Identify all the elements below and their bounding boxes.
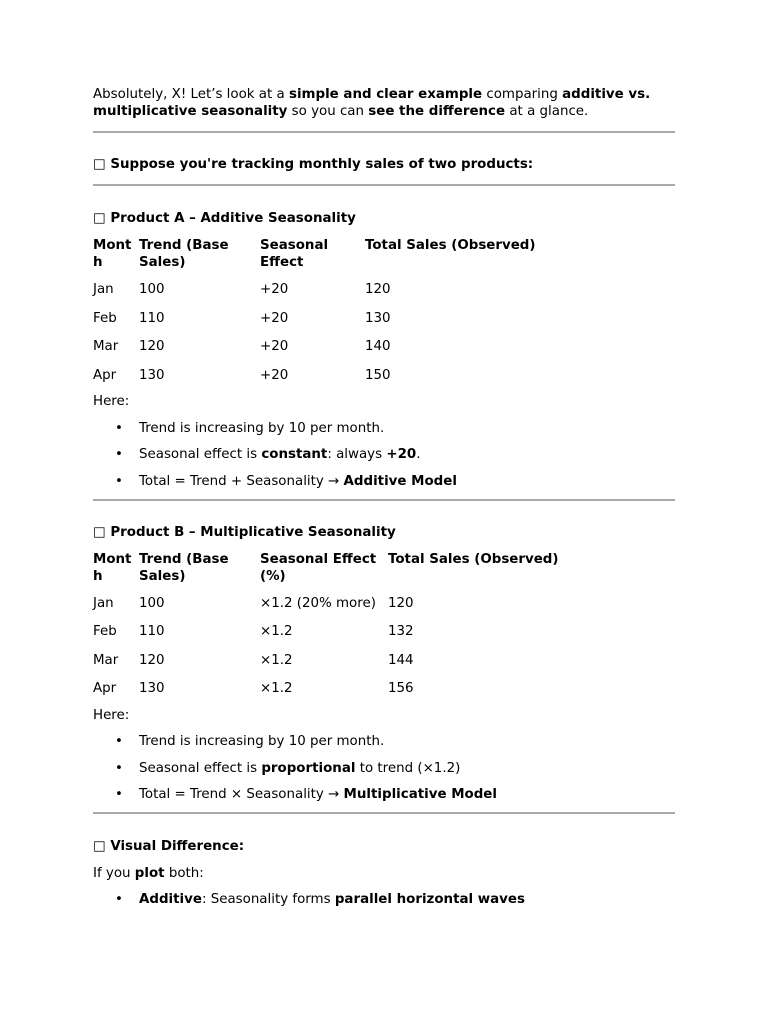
plot-bold: plot [134, 865, 165, 881]
product-a-table [93, 237, 536, 395]
note-bold: proportional [261, 760, 356, 776]
cell-seasonal-effect: +20 [260, 282, 289, 297]
table-row [93, 281, 536, 310]
plot-paragraph [93, 865, 675, 882]
suppose-heading-text: Suppose you're tracking monthly sales of two products: [110, 157, 534, 172]
note-bold: Additive Model [343, 473, 457, 489]
bullet-icon: • [115, 734, 123, 749]
cell-seasonal-effect: ×1.2 [260, 624, 293, 639]
cell-trend: 120 [139, 652, 165, 668]
table-row [93, 680, 559, 709]
column-header-total-sales: Total Sales (Observed) [365, 238, 536, 253]
cell-trend: 110 [139, 624, 165, 639]
note-text: Total = Trend × Seasonality → [139, 787, 344, 802]
divider [93, 184, 675, 186]
intro-bold-1: simple and clear example [288, 87, 483, 102]
intro-paragraph [93, 86, 675, 120]
table-row [93, 652, 559, 681]
cell-month: Jan [93, 595, 114, 611]
cell-total-sales: 132 [388, 624, 414, 639]
cell-month: Feb [93, 310, 117, 326]
bullet-icon: • [115, 473, 123, 489]
column-header-trend: Trend (Base Sales) [139, 238, 229, 270]
product-icon: □ [93, 211, 106, 226]
cell-trend: 120 [139, 339, 165, 354]
cell-total-sales: 156 [388, 681, 414, 696]
product-b-notes [93, 733, 675, 803]
column-header-month [93, 237, 139, 281]
suppose-heading [93, 156, 675, 173]
column-header-seasonal-effect: Seasonal Effect [260, 238, 329, 270]
table-row [93, 310, 536, 339]
cell-total-sales: 120 [365, 282, 391, 297]
plot-text: both: [164, 865, 204, 881]
list-item [93, 733, 675, 750]
bullet-icon: • [115, 787, 123, 802]
cell-month: Mar [93, 652, 119, 668]
note-text: Seasonal effect is [139, 447, 262, 462]
product-b-heading [93, 524, 675, 541]
bullet-icon: • [115, 892, 123, 907]
column-header-seasonal-effect: Seasonal Effect (%) [260, 551, 377, 584]
column-header-month-label: Month [93, 551, 132, 584]
note-text: Total = Trend + Seasonality → [139, 473, 344, 489]
intro-text-2: comparing [482, 87, 563, 102]
product-b-table [93, 551, 559, 709]
note-bold: +20 [386, 447, 417, 462]
intro-bold-2: additive vs. multiplicative seasonality [93, 87, 651, 119]
cell-trend: 110 [139, 310, 165, 326]
note-bold: parallel horizontal waves [334, 892, 525, 907]
column-header-total-sales: Total Sales (Observed) [388, 551, 559, 567]
cell-total-sales: 144 [388, 652, 414, 668]
intro-text-1: Absolutely, X! Let’s look at a [93, 87, 289, 102]
document-page [93, 86, 675, 908]
note-text: : always [327, 447, 387, 462]
list-item [93, 786, 675, 803]
column-header-month [93, 551, 139, 595]
table-header-row [93, 551, 559, 595]
product-b-heading-text: Product B – Multiplicative Seasonality [110, 524, 396, 540]
bullet-icon: • [115, 420, 123, 436]
note-text: Seasonal effect is [139, 760, 262, 776]
table-row [93, 367, 536, 396]
here-label: Here: [93, 394, 130, 409]
product-icon: □ [93, 524, 106, 540]
list-item [93, 446, 675, 463]
intro-text-4: at a glance. [505, 104, 589, 119]
cell-seasonal-effect: ×1.2 [260, 681, 293, 696]
table-header-row [93, 237, 536, 281]
table-row [93, 595, 559, 624]
note-text: : Seasonality forms [201, 892, 335, 907]
list-item [93, 473, 675, 490]
product-a-notes [93, 420, 675, 490]
note-bold: Additive [139, 892, 202, 907]
cell-seasonal-effect: +20 [260, 339, 289, 354]
visual-icon: □ [93, 839, 106, 854]
cell-month: Apr [93, 681, 117, 696]
cell-total-sales: 140 [365, 339, 391, 354]
visual-heading [93, 838, 675, 855]
intro-text-3: so you can [287, 104, 369, 119]
table-row [93, 623, 559, 652]
cell-seasonal-effect: ×1.2 (20% more) [260, 595, 376, 611]
cell-trend: 130 [139, 681, 165, 696]
chart-icon: □ [93, 157, 106, 172]
product-a-heading [93, 210, 675, 227]
plot-text: If you [93, 865, 135, 881]
cell-month: Feb [93, 624, 117, 639]
product-a-heading-text: Product A – Additive Seasonality [110, 211, 356, 226]
note-bold: Multiplicative Model [343, 787, 497, 802]
divider [93, 131, 675, 133]
note-text: Trend is increasing by 10 per month. [139, 420, 385, 436]
note-text: to trend (×1.2) [355, 760, 461, 776]
cell-month: Mar [93, 339, 119, 354]
cell-seasonal-effect: +20 [260, 310, 289, 326]
bullet-icon: • [115, 760, 123, 776]
table-row [93, 338, 536, 367]
intro-bold-3: see the difference [368, 104, 506, 119]
cell-trend: 100 [139, 595, 165, 611]
column-header-month-label: Month [93, 238, 132, 270]
list-item [93, 760, 675, 777]
cell-trend: 100 [139, 282, 165, 297]
divider [93, 812, 675, 814]
cell-trend: 130 [139, 367, 165, 383]
cell-total-sales: 150 [365, 367, 391, 383]
visual-heading-text: Visual Difference: [110, 839, 245, 854]
cell-month: Apr [93, 367, 117, 383]
cell-total-sales: 130 [365, 310, 391, 326]
note-text: Trend is increasing by 10 per month. [139, 734, 385, 749]
visual-notes [93, 891, 675, 908]
bullet-icon: • [115, 447, 123, 462]
column-header-trend: Trend (Base Sales) [139, 551, 229, 584]
note-bold: constant [261, 447, 328, 462]
cell-month: Jan [93, 282, 114, 297]
list-item [93, 420, 675, 437]
cell-seasonal-effect: ×1.2 [260, 652, 293, 668]
cell-seasonal-effect: +20 [260, 367, 289, 383]
list-item [93, 891, 675, 908]
here-label: Here: [93, 707, 130, 723]
divider [93, 499, 675, 501]
note-text: . [416, 447, 421, 462]
cell-total-sales: 120 [388, 595, 414, 611]
